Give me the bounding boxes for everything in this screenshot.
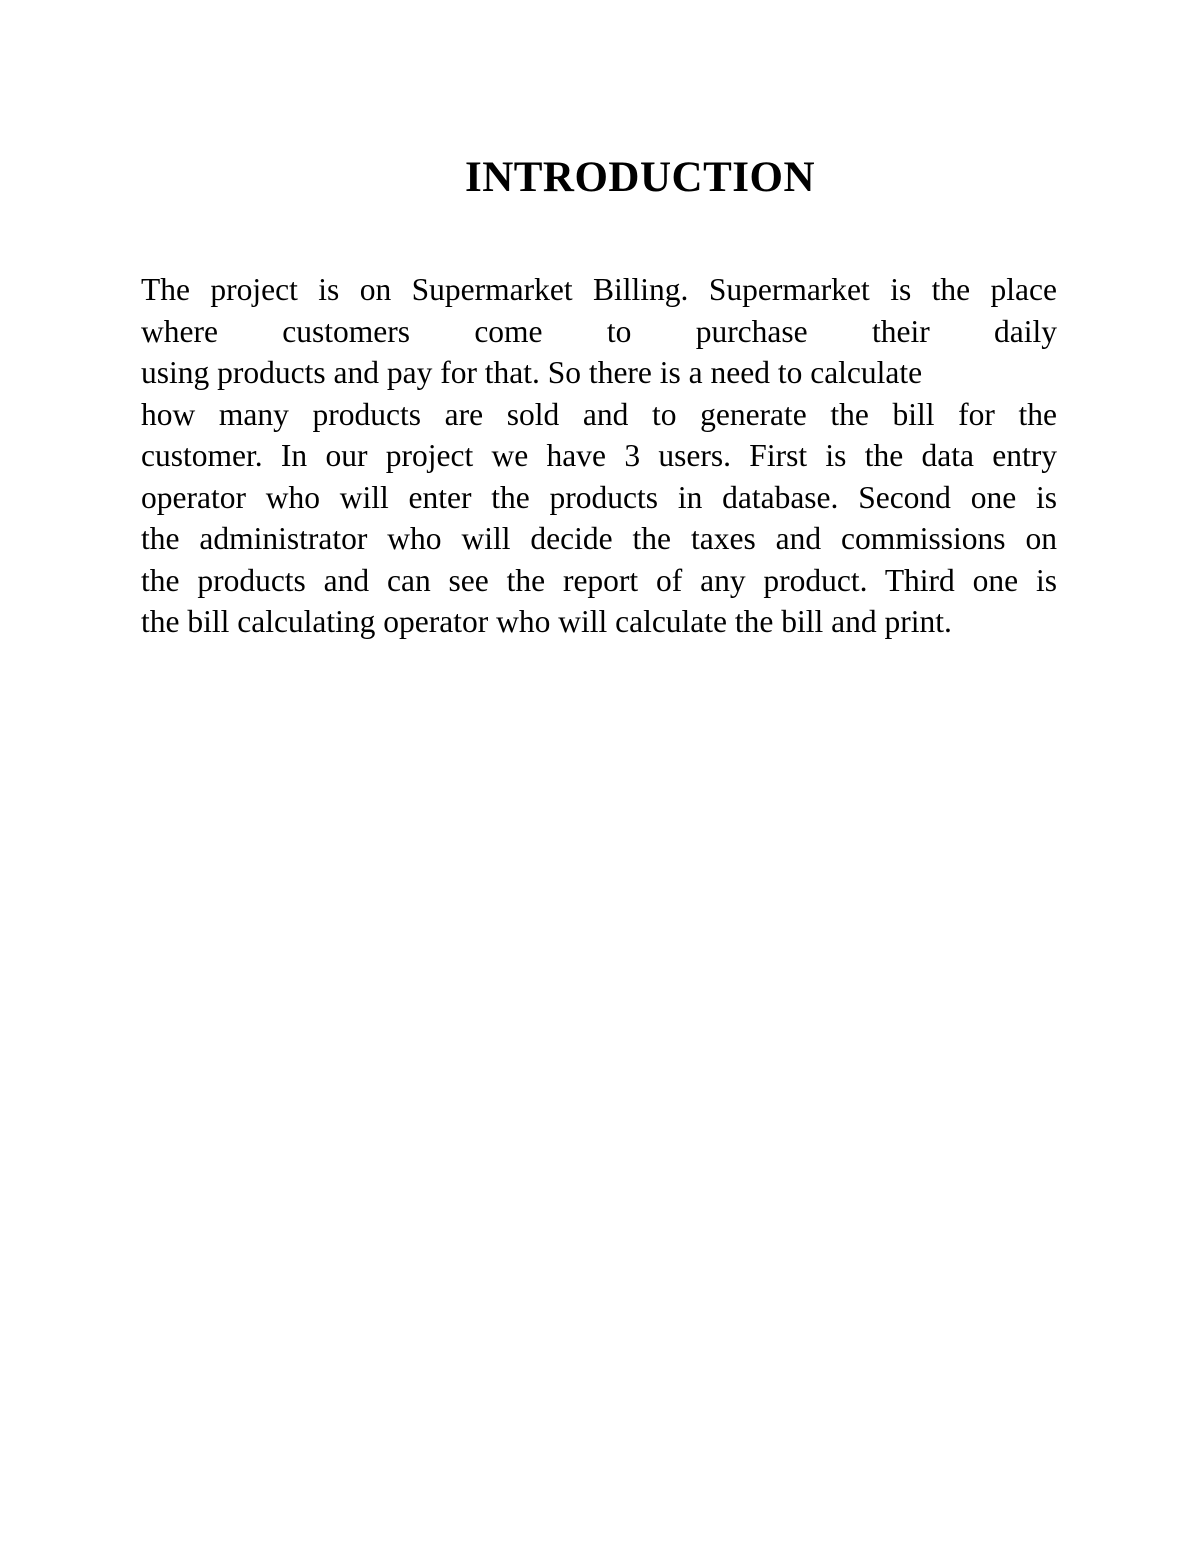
paragraph-line-5: customer. In our project we have 3 users. First is the data entry — [141, 438, 1057, 473]
introduction-paragraph — [141, 269, 1057, 643]
page-title: INTRODUCTION — [464, 154, 816, 201]
paragraph-line-6: operator who will enter the products in database. Second one is — [141, 479, 1057, 515]
paragraph-line-1: The project is on Supermarket Billing. Supermarket is the place — [141, 272, 1057, 307]
paragraph-line-3: using products and pay for that. So there is a need to calculate — [141, 355, 923, 390]
paragraph-line-9: the bill calculating operator who will calculate the bill and print. — [141, 604, 952, 639]
paragraph-line-7: the administrator who will decide the taxes and commissions on — [141, 521, 1057, 556]
paragraph-line-8: the products and can see the report of any product. Third one is — [141, 562, 1057, 598]
paragraph-line-2: where customers come to purchase their daily — [141, 313, 1057, 349]
paragraph-line-4: how many products are sold and to generate the bill for the — [141, 396, 1057, 432]
